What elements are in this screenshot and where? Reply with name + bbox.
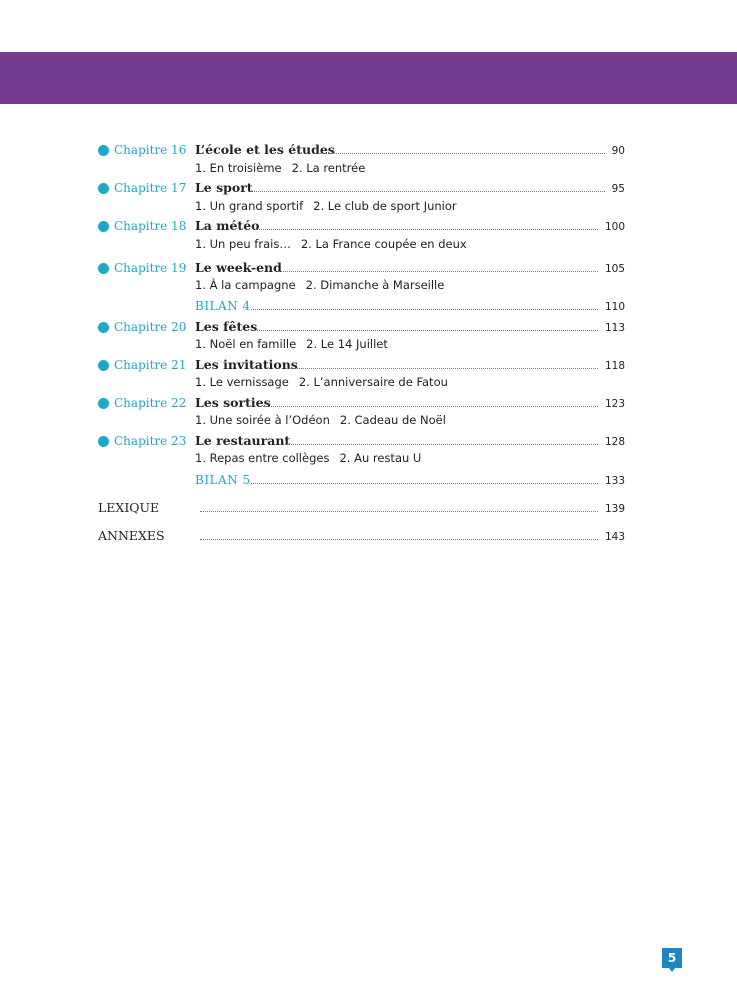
chapter-page-number: 100 xyxy=(604,221,625,233)
chapter-page-number: 123 xyxy=(604,398,625,410)
annex-page-number: 143 xyxy=(604,531,625,543)
chapter-page-number: 118 xyxy=(604,360,625,372)
chapter-page-number: 95 xyxy=(611,183,625,195)
lesson-title[interactable]: 2. La France coupée en deux xyxy=(300,237,467,251)
annex-label[interactable]: LEXIQUE xyxy=(98,500,160,515)
chapter-subtitles xyxy=(195,160,365,176)
lesson-title[interactable]: 1. Noël en famille xyxy=(195,337,297,351)
chapter-title[interactable]: L’école et les études xyxy=(195,142,335,157)
lesson-title[interactable]: 1. Un grand sportif xyxy=(195,199,304,213)
lesson-title[interactable]: 2. Cadeau de Noël xyxy=(339,413,446,427)
toc-row xyxy=(0,260,737,278)
toc-row xyxy=(0,180,737,198)
chapter-label: Chapitre 20 xyxy=(114,320,187,334)
toc-row xyxy=(0,528,737,546)
chapter-title[interactable]: La météo xyxy=(195,218,260,233)
dot-leader xyxy=(200,511,598,512)
chapter-subtitles xyxy=(195,374,448,390)
bullet-dot-icon xyxy=(98,221,109,232)
lesson-title[interactable]: 1. Une soirée à l’Odéon xyxy=(195,413,330,427)
chapter-label: Chapitre 18 xyxy=(114,219,187,233)
lesson-title[interactable]: 1. À la campagne xyxy=(195,278,296,292)
header-band xyxy=(0,52,737,104)
lesson-title[interactable]: 2. La rentrée xyxy=(291,161,366,175)
chapter-label: Chapitre 23 xyxy=(114,434,187,448)
chapter-page-number: 90 xyxy=(611,145,625,157)
chapter-title[interactable]: Le sport xyxy=(195,180,253,195)
annex-label[interactable]: ANNEXES xyxy=(98,528,165,543)
chapter-page-number: 105 xyxy=(604,263,625,275)
toc-row xyxy=(0,500,737,518)
chapter-label: Chapitre 22 xyxy=(114,396,187,410)
bullet-dot-icon xyxy=(98,145,109,156)
dot-leader xyxy=(255,229,598,230)
chapter-label: Chapitre 19 xyxy=(114,261,187,275)
bullet-dot-icon xyxy=(98,360,109,371)
lesson-title[interactable]: 1. Un peu frais… xyxy=(195,237,291,251)
toc-row xyxy=(0,472,737,490)
lesson-title[interactable]: 1. Repas entre collèges xyxy=(195,451,330,465)
bilan-page-number: 110 xyxy=(604,301,625,313)
dot-leader xyxy=(251,483,598,484)
chapter-subtitles xyxy=(195,198,457,214)
bilan-page-number: 133 xyxy=(604,475,625,487)
toc-row xyxy=(0,319,737,337)
chapter-label: Chapitre 21 xyxy=(114,358,187,372)
dot-leader xyxy=(275,271,598,272)
dot-leader xyxy=(287,368,598,369)
dot-leader xyxy=(251,191,605,192)
lesson-title[interactable]: 2. Le 14 Juillet xyxy=(306,337,388,351)
chapter-subtitles xyxy=(195,236,467,252)
lesson-title[interactable]: 2. Le club de sport Junior xyxy=(313,199,457,213)
toc-row xyxy=(0,357,737,375)
dot-leader xyxy=(315,153,605,154)
lesson-title[interactable]: 1. Le vernissage xyxy=(195,375,289,389)
chapter-page-number: 128 xyxy=(604,436,625,448)
toc-row xyxy=(0,395,737,413)
toc-row xyxy=(0,433,737,451)
bullet-dot-icon xyxy=(98,263,109,274)
dot-leader xyxy=(200,539,598,540)
chapter-title[interactable]: Le week-end xyxy=(195,260,282,275)
lesson-title[interactable]: 2. Dimanche à Marseille xyxy=(305,278,445,292)
toc-row xyxy=(0,298,737,316)
chapter-subtitles xyxy=(195,412,446,428)
chapter-title[interactable]: Les invitations xyxy=(195,357,298,372)
bilan-label[interactable]: BILAN 4 xyxy=(195,299,251,313)
lesson-title[interactable]: 2. L’anniversaire de Fatou xyxy=(298,375,448,389)
page-number-badge: 5 xyxy=(662,948,682,968)
chapter-subtitles xyxy=(195,277,444,293)
dot-leader xyxy=(279,444,598,445)
dot-leader xyxy=(251,309,598,310)
chapter-subtitles xyxy=(195,336,388,352)
chapter-page-number: 113 xyxy=(604,322,625,334)
chapter-title[interactable]: Les sorties xyxy=(195,395,271,410)
bullet-dot-icon xyxy=(98,436,109,447)
dot-leader xyxy=(253,330,598,331)
toc-row xyxy=(0,142,737,160)
toc-row xyxy=(0,218,737,236)
chapter-label: Chapitre 17 xyxy=(114,181,187,195)
chapter-subtitles xyxy=(195,450,421,466)
lesson-title[interactable]: 1. En troisième xyxy=(195,161,282,175)
bilan-label[interactable]: BILAN 5 xyxy=(195,473,251,487)
lesson-title[interactable]: 2. Au restau U xyxy=(339,451,422,465)
bullet-dot-icon xyxy=(98,322,109,333)
chapter-title[interactable]: Les fêtes xyxy=(195,319,258,334)
bullet-dot-icon xyxy=(98,398,109,409)
annex-page-number: 139 xyxy=(604,503,625,515)
dot-leader xyxy=(261,406,598,407)
bullet-dot-icon xyxy=(98,183,109,194)
chapter-label: Chapitre 16 xyxy=(114,143,187,157)
chapter-title[interactable]: Le restaurant xyxy=(195,433,291,448)
